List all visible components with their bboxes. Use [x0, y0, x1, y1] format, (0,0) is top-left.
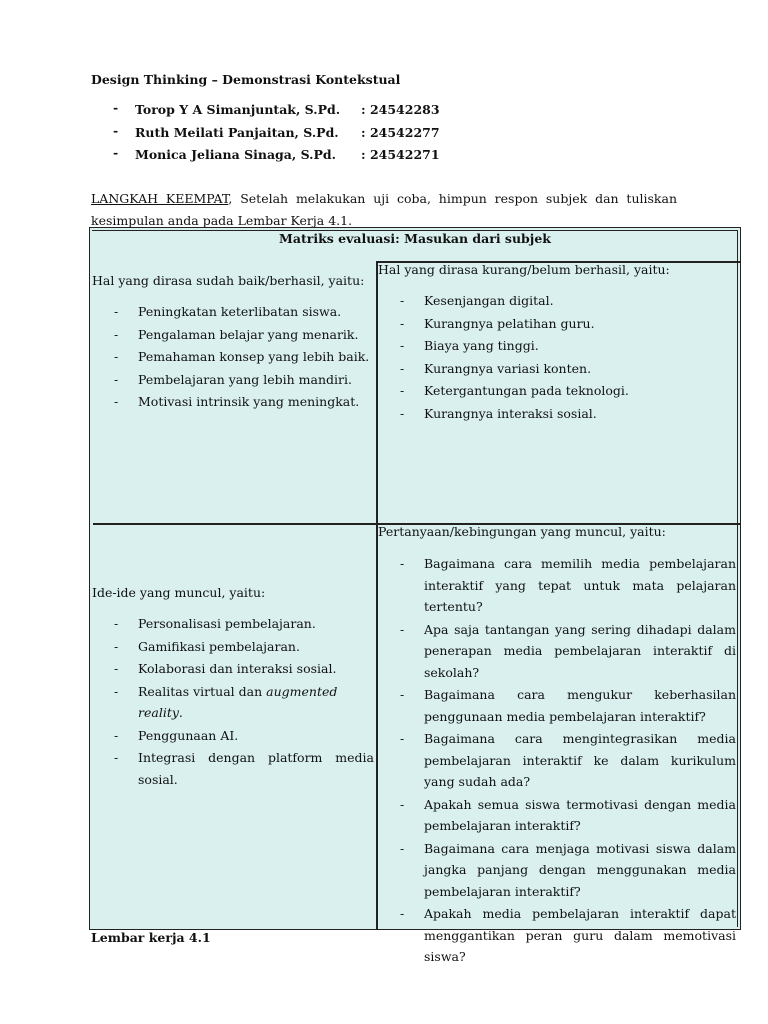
cell-heading-questions: Pertanyaan/kebingungan yang muncul, yaitu: — [378, 524, 666, 539]
document-title: Design Thinking – Demonstrasi Kontekstual — [91, 72, 401, 87]
list-item: - Apakah media pembelajaran interaktif dapat menggantikan peran guru dalam memotivasi siswa? — [378, 903, 736, 968]
list-item: - Personalisasi pembelajaran. — [92, 613, 374, 635]
bullet-dash: - — [400, 293, 405, 308]
list-item: - Biaya yang tinggi. — [378, 335, 736, 357]
bullet-dash: - — [400, 906, 405, 921]
cell-heading-success: Hal yang dirasa sudah baik/berhasil, yaitu: — [92, 273, 365, 288]
author-name: Monica Jeliana Sinaga, S.Pd. — [135, 147, 337, 162]
matrix-inner-border — [737, 230, 738, 927]
list-item: - Ketergantungan pada teknologi. — [378, 380, 736, 402]
bullet-dash: - — [114, 727, 119, 743]
bullet-dash: - — [400, 731, 405, 746]
bullet-dash: - — [114, 349, 119, 364]
list-item: - Apa saja tantangan yang sering dihadapi dalam penerapan media pembelajaran interaktif di sekolah? — [378, 619, 736, 684]
bullet-dash: - — [400, 556, 405, 571]
cell-heading-ideas: Ide-ide yang muncul, yaitu: — [92, 585, 266, 600]
bullet-dash: - — [114, 661, 119, 676]
author-name: Ruth Meilati Panjaitan, S.Pd. — [135, 124, 339, 140]
list-item: - Bagaimana cara memilih media pembelajaran interaktif yang tepat untuk mata pelajaran tertentu? — [378, 553, 736, 618]
list-item: - Integrasi dengan platform media sosial. — [92, 747, 374, 790]
author-name: Torop Y A Simanjuntak, S.Pd. — [135, 102, 341, 117]
list-item: - Kurangnya variasi konten. — [378, 358, 736, 380]
author-id: : 24542283 — [361, 102, 440, 117]
author-id: : 24542277 — [361, 124, 440, 140]
list-item: - Kurangnya pelatihan guru. — [378, 313, 736, 335]
bullet-dash: - — [400, 687, 405, 702]
matrix-title: Matriks evaluasi: Masukan dari subjek — [279, 231, 551, 246]
bullet-dash: - — [114, 616, 119, 631]
bullet-dash: - — [400, 621, 405, 637]
bullet-dash: - — [400, 383, 405, 398]
weakness-list — [378, 290, 736, 425]
list-item: - Motivasi intrinsik yang meningkat. — [92, 391, 374, 413]
bullet-dash: - — [400, 315, 405, 331]
list-item: - Gamifikasi pembelajaran. — [92, 636, 374, 658]
bullet-dash: - — [114, 304, 119, 319]
list-item: - Penggunaan AI. — [92, 725, 374, 747]
bullet-dash: - — [114, 750, 119, 765]
ideas-list — [92, 613, 374, 791]
author-id: : 24542271 — [361, 147, 440, 162]
list-item: - Kesenjangan digital. — [378, 290, 736, 312]
list-item: - Realitas virtual dan augmented reality. — [92, 681, 374, 724]
bullet-dash: - — [400, 360, 405, 376]
list-item: - Kurangnya interaksi sosial. — [378, 403, 736, 425]
bullet-dash: - — [113, 122, 119, 138]
list-item: - Pemahaman konsep yang lebih baik. — [92, 346, 374, 368]
bullet-dash: - — [113, 100, 119, 115]
list-item: - Bagaimana cara mengintegrasikan media pembelajaran interaktif ke dalam kurikulum yang sudah ada? — [378, 728, 736, 793]
bullet-dash: - — [400, 405, 405, 421]
list-item: - Pengalaman belajar yang menarik. — [92, 324, 374, 346]
success-list — [92, 301, 374, 414]
bullet-dash: - — [113, 145, 119, 160]
questions-list — [378, 553, 736, 969]
intro-text: , Setelah melakukan uji coba, himpun respon subjek dan tuliskan kesimpulan anda pada Lembar Kerja 4.1. — [91, 190, 677, 228]
list-item: - Bagaimana cara menjaga motivasi siswa dalam jangka panjang dengan menggunakan media pembelajaran interaktif? — [378, 838, 736, 903]
cell-heading-weakness: Hal yang dirasa kurang/belum berhasil, yaitu: — [378, 262, 670, 277]
bullet-dash: - — [400, 338, 405, 353]
list-item: - Pembelajaran yang lebih mandiri. — [92, 369, 374, 391]
bullet-dash: - — [400, 840, 405, 856]
intro-paragraph — [91, 188, 677, 232]
bullet-dash: - — [114, 326, 119, 342]
list-item: - Bagaimana cara mengukur keberhasilan penggunaan media pembelajaran interaktif? — [378, 684, 736, 727]
bullet-dash: - — [114, 638, 119, 654]
bullet-dash: - — [114, 371, 119, 387]
worksheet-caption: Lembar kerja 4.1 — [91, 930, 211, 945]
list-item: - Kolaborasi dan interaksi sosial. — [92, 658, 374, 680]
list-item: - Peningkatan keterlibatan siswa. — [92, 301, 374, 323]
step-label: LANGKAH KEEMPAT — [91, 190, 229, 206]
bullet-dash: - — [400, 796, 405, 812]
bullet-dash: - — [114, 683, 119, 699]
bullet-dash: - — [114, 394, 119, 409]
list-item: - Apakah semua siswa termotivasi dengan media pembelajaran interaktif? — [378, 794, 736, 837]
